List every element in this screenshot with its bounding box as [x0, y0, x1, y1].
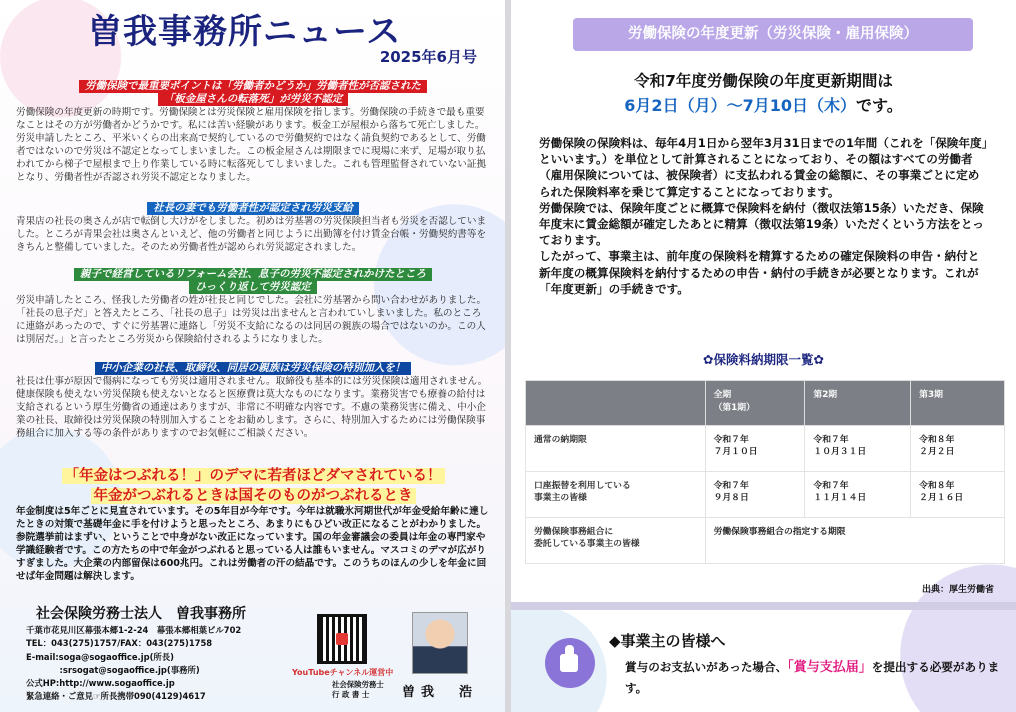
section-labor-insurance	[16, 80, 490, 185]
section2-body: 青果店の社長の奥さんが店で転倒し大けがをしました。初めは労基署の労災保険担当者も労災を否認していました。ところが青果会社は奥さんといえど、他の労働者と同じように出勤簿を付け賃金台帳・労働契約書等をきちんと整備していました。そのため労働者性が認められ労災認定されました。	[16, 216, 487, 254]
section-family-business	[16, 268, 490, 346]
due-date-table	[525, 380, 1005, 564]
table-row	[526, 426, 1005, 472]
table-header: 第3期	[911, 381, 1005, 426]
pension-headline2: 年金がつぶれるときは国そのものがつぶれるとき	[91, 488, 416, 504]
section3-body: 労災申請したところ、怪我した労働者の姓が社長と同じでした。会社に労基署から問い合わせがありました。「社長の息子だ」と答えたところ、「社長の息子」は労災は出ませんと言われていしまいました。私のところに連絡があったので、すぐに労基署に連絡し「労災不支給になるのは同居の親族の場合ではないのか。この人は別居だ。」と言ったところ労災から保険給付されるようになりました。	[16, 295, 487, 346]
table-row	[526, 472, 1005, 518]
pension-headline1: 「年金はつぶれる！」のデマに若者ほどダマされている！	[62, 468, 445, 484]
renewal-dates: 6月2日（月）～7月10日（木）	[624, 96, 856, 115]
pension-headline	[16, 466, 490, 506]
homepage-link[interactable]: 公式HP:http://www.sogaoffice.jp	[26, 678, 175, 689]
youtube-note: YouTubeチャンネル運営中	[292, 668, 394, 677]
role-sharoushi: 社会保険労務士	[332, 680, 384, 689]
address-line: 千葉市花見川区幕張本郷1-2-24 幕張本郷相葉ビル702	[26, 625, 242, 635]
section2-headline: 社長の妻でも労働者性が認定され労災支給	[147, 202, 359, 215]
newsletter-left-page	[0, 0, 505, 712]
newsletter-title: 曽我事務所ニュース	[88, 12, 402, 52]
director-photo	[412, 612, 468, 674]
employer-notice-pre: 賞与のお支払いがあった場合、	[625, 660, 788, 674]
bonus-report-highlight: 「賞与支払届」	[787, 660, 872, 675]
renewal-period	[511, 93, 1016, 116]
due-date-table-title: ✿保険料納期限一覧✿	[703, 352, 824, 367]
employer-notice-post: を提出する必要があります。	[625, 660, 1000, 695]
employer-notice-heading: ◆事業主の皆様へ	[609, 632, 726, 650]
employer-notice-body	[625, 657, 1005, 698]
section4-body: 社長は仕事が原因で傷病になっても労災は適用されません。取締役も基本的には労災保険は適用されません。健康保険も使えない労災保険も使えないとなると医療費は莫大なものになります。業務災害でも療養の給付は支給されるという厚生労働省の通達はありますが、非常に不明確な内容です。不慮の業務災害に備え、中小企業の社長、取締役は労災保険の特別加入することをお勧めします。さらに、特別加入するためには労働保険事務組合に加入する等の条件がありますのでお気軽にご相談ください。	[16, 376, 488, 440]
issue-date: 2025年6月号	[379, 48, 477, 66]
table-header: 第2期	[805, 381, 911, 426]
table-header: 全期 （第1期）	[705, 381, 805, 426]
section3-headline2: ひっくり返して労災認定	[189, 281, 317, 294]
section1-headline1: 労働保険で最重要ポイントは「労働者かどうか」労働者性が否認された	[79, 80, 427, 93]
section4-headline: 中小企業の社長、取締役、同居の親族は労災保険の特別加入を！	[95, 362, 412, 375]
table-cell: 令和７年 １１月１４日	[805, 472, 911, 518]
email-office[interactable]: :srsogat@sogaoffice.jp(事務所)	[26, 664, 200, 675]
renewal-paragraph: 労働保険の保険料は、毎年4月1日から翌年3月31日までの1年間（これを「保険年度」といいます。）を単位として計算されることになっており、その額はすべての労働者（雇用保険については、被保険者）に支払われる賃金の総額に、その事業ごとに定められた保険料率を乗じて算定することになっております。	[539, 136, 988, 199]
director-titles	[332, 680, 384, 699]
section-wife-worker	[16, 202, 490, 254]
table-cell: 令和８年 ２月２日	[911, 426, 1005, 472]
section1-body: 労働保険の年度更新の時期です。労働保険とは労災保険と雇用保険を指します。労働保険の手続きで最も重要なことはその方が労働者かどうかです。私には苦い経験があります。板金工が屋根から落ちて死亡しました。労災申請したところ、平米いくらの出来高で契約しているので労働契約ではなく請負契約であるとして、労働者ではないので労災は不認定となってしまいました。この板金屋さんは期限までに現場に来ず、足場が取り払われてから梯子で屋根まで上り作業している時に転落死してしまいました。これも管理監督されていない証拠となり、労働者性が否認され労災不認定となりました。	[16, 107, 487, 184]
section-special-enrollment	[16, 362, 490, 440]
table-cell: 令和７年 ７月１０日	[705, 426, 805, 472]
table-header	[526, 381, 706, 426]
table-cell: 令和７年 ９月８日	[705, 472, 805, 518]
section1-headline2: 「板金屋さんの転落死」が労災不認定	[158, 93, 349, 106]
section-divider	[511, 602, 1016, 610]
phone-fax: TEL：043(275)1757/FAX：043(275)1758	[26, 638, 213, 649]
email-director[interactable]: E-mail:soga@sogaoffice.jp(所長)	[26, 651, 175, 662]
table-cell: 労働保険事務組合に 委託している事業主の皆様	[526, 518, 706, 564]
source-credit: 出典：厚生労働省	[921, 585, 994, 595]
role-gyoseishoshi: 行 政 書 士	[332, 689, 370, 699]
table-header-row	[526, 381, 1005, 426]
office-contact	[26, 603, 294, 703]
renewal-period-tail: です。	[855, 96, 903, 115]
renewal-paragraph: 労働保険では、保険年度ごとに概算で保険料を納付（徴収法第15条）いただき、保険年度末に賃金総額が確定したあとに精算（徴収法第19条）いただくという方法をとっております。	[539, 200, 984, 248]
renewal-paragraph: したがって、事業主は、前年度の保険料を精算するための確定保険料の申告・納付と新年度の概算保険料を納付するための申告・納付の手続きが必要となります。これが「年度更新」の手続きです。	[539, 249, 980, 296]
table-cell: 労働保険事務組合の指定する期限	[705, 518, 1004, 564]
table-cell: 通常の納期限	[526, 426, 706, 472]
renewal-explanation	[539, 135, 989, 297]
emergency-contact: 緊急連絡・ご意見☞所長携帯090(4129)4617	[26, 691, 206, 702]
table-cell: 口座振替を利用している 事業主の皆様	[526, 472, 706, 518]
pension-body: 年金制度は5年ごとに見直されています。その5年目が今年です。今年は就職氷河期世代が年金受給年齢に達したときの対策で基礎年金に手を付けようと思ったところ、あまりにもひどい改正になることがわかりました。参院選挙前はまずい、ということで中身がない改正になっています。国の年金審議会の委員は年金の専門家や学識経験者です。この方たちの中で年金がつぶれると思っている人は誰もいません。マスコミのデマが広がりすぎました。大企業の内部留保は600兆円。これは労働者の汗の結晶です。このうちのほんの少しを年金に回せば年金問題は解決します。	[16, 506, 489, 583]
firm-name: 社会保険労務士法人 曽我事務所	[36, 606, 246, 622]
renewal-header: 労働保険の年度更新（労災保険・雇用保険）	[573, 18, 973, 51]
qr-code-icon[interactable]	[317, 614, 367, 664]
thumbs-up-icon	[545, 638, 595, 688]
director-name: 曽我 浩	[402, 685, 479, 700]
renewal-period-intro: 令和7年度労働保険の年度更新期間は	[634, 72, 893, 90]
table-cell: 令和８年 ２月１６日	[911, 472, 1005, 518]
section3-headline1: 親子で経営しているリフォーム会社、息子の労災不認定されかけたところ	[74, 268, 432, 281]
newsletter-right-page	[511, 0, 1016, 712]
table-cell: 令和７年 １０月３１日	[805, 426, 911, 472]
table-row	[526, 518, 1005, 564]
